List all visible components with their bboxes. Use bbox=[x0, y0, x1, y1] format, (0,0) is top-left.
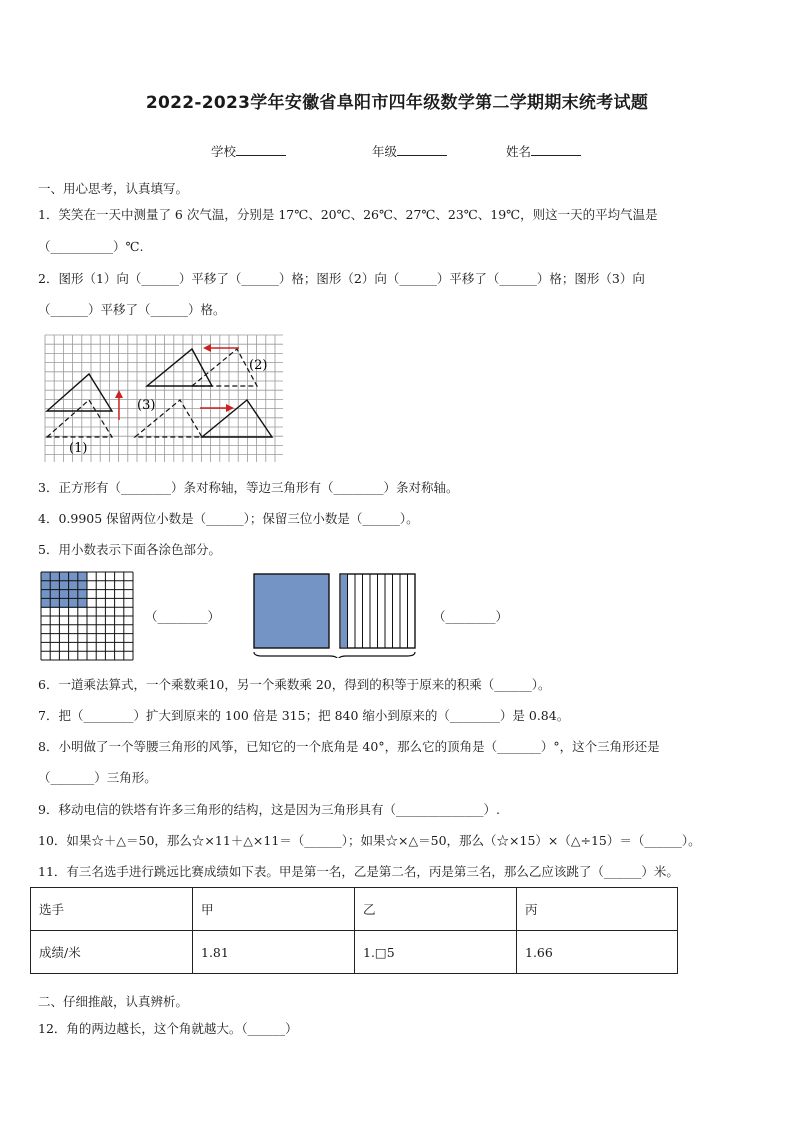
figure-2-triangle bbox=[147, 349, 212, 386]
question-9: 9．移动电信的铁塔有许多三角形的结构，这是因为三角形具有（______________）. bbox=[38, 802, 500, 817]
question-6: 6．一道乘法算式，一个乘数乘10，另一个乘数乘 20，得到的积等于原来的积乘（______）。 bbox=[38, 677, 551, 692]
question-11: 11．有三名选手进行跳远比赛成绩如下表。甲是第一名，乙是第二名，丙是第三名，那么乙应该跳了（______）米。 bbox=[38, 864, 679, 879]
hundred-grid-figure bbox=[40, 571, 134, 661]
name-label: 姓名 bbox=[506, 144, 532, 159]
school-blank[interactable] bbox=[236, 143, 286, 156]
table-header-cell: 乙 bbox=[355, 888, 517, 931]
table-cell: 成绩/米 bbox=[31, 931, 193, 974]
question-5-blank-a[interactable]: （________） bbox=[145, 609, 221, 624]
name-field[interactable] bbox=[506, 142, 581, 160]
table-row bbox=[31, 931, 678, 974]
question-8-line-2: （_______）三角形。 bbox=[38, 770, 157, 785]
question-5-blank-b[interactable]: （________） bbox=[433, 609, 509, 624]
section-one-heading: 一、用心思考，认真填写。 bbox=[38, 181, 189, 196]
grade-blank[interactable] bbox=[397, 143, 447, 156]
table-header-cell: 选手 bbox=[31, 888, 193, 931]
question-12: 12．角的两边越长，这个角就越大。（______） bbox=[38, 1021, 298, 1036]
figure-label-2: (2) bbox=[249, 358, 268, 373]
question-2-line-1: 2．图形（1）向（______）平移了（______）格；图形（2）向（______）平移了（______）格；图形（3）向 bbox=[38, 271, 645, 286]
question-1-line-1: 1．笑笑在一天中测量了 6 次气温，分别是 17℃、20℃、26℃、27℃、23℃、19℃，则这一天的平均气温是 bbox=[38, 207, 658, 222]
table-cell: 1.66 bbox=[517, 931, 678, 974]
question-7: 7．把（________）扩大到原来的 100 倍是 315；把 840 缩小到原来的（________）是 0.84。 bbox=[38, 708, 570, 723]
table-cell: 1.□5 bbox=[355, 931, 517, 974]
figure-3-triangle bbox=[202, 400, 272, 437]
shaded-strip bbox=[341, 575, 348, 647]
question-5: 5．用小数表示下面各涂色部分。 bbox=[38, 542, 221, 557]
table-cell: 1.81 bbox=[193, 931, 355, 974]
question-3: 3．正方形有（________）条对称轴，等边三角形有（________）条对称轴。 bbox=[38, 480, 459, 495]
question-10: 10．如果☆＋△＝50，那么☆×11＋△×11＝（______）；如果☆×△＝50，那么（☆×15）×（△÷15）＝（______）。 bbox=[38, 833, 701, 848]
grade-label: 年级 bbox=[372, 144, 398, 159]
table-header-row bbox=[31, 888, 678, 931]
question-1-line-2: （__________）℃. bbox=[38, 239, 144, 254]
school-field[interactable] bbox=[211, 142, 286, 160]
name-blank[interactable] bbox=[531, 143, 581, 156]
decimal-squares-figure bbox=[252, 572, 424, 658]
figure-1-dashed-triangle bbox=[47, 400, 112, 437]
translation-grid-figure bbox=[44, 334, 284, 464]
full-shaded-square bbox=[254, 574, 329, 648]
long-jump-score-table bbox=[30, 887, 678, 974]
table-header-cell: 丙 bbox=[517, 888, 678, 931]
school-label: 学校 bbox=[211, 144, 237, 159]
figure-label-3: (3) bbox=[137, 398, 156, 413]
figure-1-triangle bbox=[47, 374, 112, 411]
question-2-line-2: （______）平移了（______）格。 bbox=[38, 302, 226, 317]
table-header-cell: 甲 bbox=[193, 888, 355, 931]
grade-field[interactable] bbox=[372, 142, 447, 160]
figure-label-1: (1) bbox=[69, 441, 88, 456]
section-two-heading: 二、仔细推敲，认真辨析。 bbox=[38, 994, 189, 1009]
brace-icon bbox=[254, 652, 415, 658]
question-8-line-1: 8．小明做了一个等腰三角形的风筝，已知它的一个底角是 40°，那么它的顶角是（_______）°，这个三角形还是 bbox=[38, 739, 660, 754]
page-title: 2022-2023学年安徽省阜阳市四年级数学第二学期期末统考试题 bbox=[145, 93, 649, 113]
question-4: 4．0.9905 保留两位小数是（______）；保留三位小数是（______）。 bbox=[38, 511, 419, 526]
